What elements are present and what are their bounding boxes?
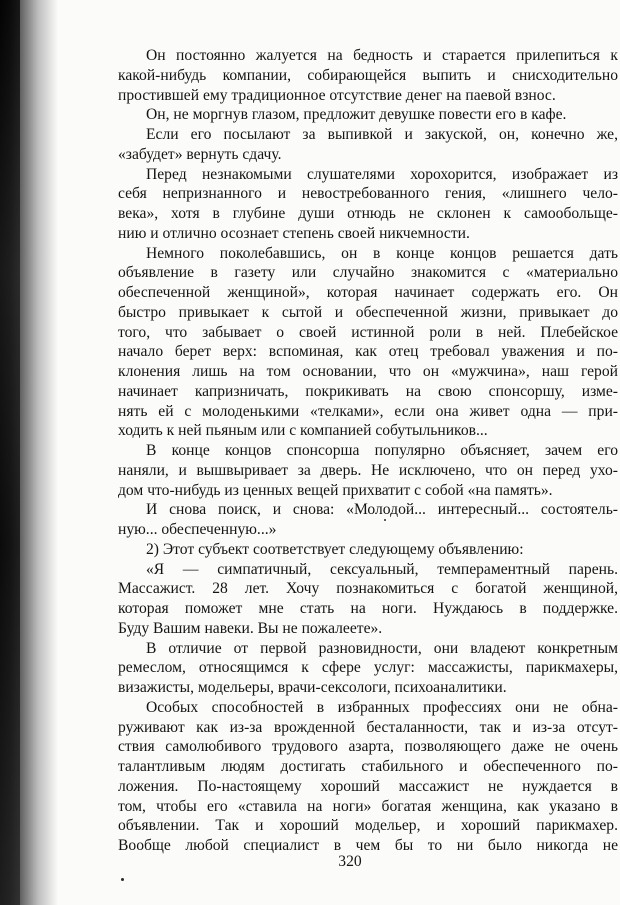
- paragraph: [118, 500, 618, 540]
- text-line: В отличие от первой разновидности, они владеют конкретным: [146, 639, 618, 657]
- text-line: Особых способностей в избранных профессиях они не обна-: [146, 698, 618, 716]
- text-line: Он постоянно жалуется на бедность и старается прилепиться к: [146, 47, 618, 64]
- paragraph: [118, 560, 618, 639]
- text-line: ствия самолюбивого трудового азарта, позволяющего даже не очень: [118, 738, 618, 756]
- text-line: ложения. По-настоящему хороший массажист не нуждается в: [118, 777, 618, 795]
- text-line: обеспеченной женщиной», которая начинает содержать его. Он: [118, 284, 618, 301]
- text-line: Если его посылают за выпивкой и закуской, он, конечно же,: [146, 126, 618, 143]
- text-line: «Я — симпатичный, сексуальный, темпераментный парень.: [146, 560, 618, 578]
- text-line: визажисты, модельеры, врачи-сексологи, психоаналитики.: [118, 679, 507, 696]
- paragraph: [118, 698, 618, 856]
- text-line: талантливым людям достигать стабильного и обеспеченного по-: [118, 758, 618, 775]
- scan-speck: [121, 878, 124, 881]
- text-line: начало берет верх: вспоминая, как отец требовал уважения и по-: [118, 343, 618, 361]
- paragraph: [118, 105, 618, 125]
- text-line: века», хотя в глубине души отнюдь не склонен к самообольще-: [118, 205, 618, 222]
- text-line: быстро привыкает к сытой и обеспеченной жизни, привыкает до: [118, 303, 618, 321]
- paragraph: [118, 244, 618, 442]
- page-number: 320: [338, 853, 362, 870]
- paragraph: [118, 46, 618, 105]
- text-line: Массажист. 28 лет. Хочу познакомиться с богатой женщиной,: [118, 580, 618, 598]
- text-line: ремеслом, относящимся к сфере услуг: массажисты, парикмахеры,: [118, 659, 618, 677]
- text-line: начинает капризничать, покрикивать на свою спонсоршу, изме-: [118, 382, 618, 400]
- paragraph: [118, 125, 618, 165]
- text-line: клонения лишь на том основании, что он «мужчина», наш герой: [118, 363, 618, 380]
- text-line: какой-нибудь компании, собирающейся выпить и снисходительно: [118, 66, 618, 84]
- text-line: Буду Вашим навеки. Вы не пожалеете».: [118, 619, 383, 637]
- text-line: В конце концов спонсорша популярно объясняет, зачем его: [146, 442, 618, 459]
- paragraph: [118, 639, 618, 698]
- text-line: ную... обеспеченную...»: [118, 521, 277, 538]
- text-line: Немного поколебавшись, он в конце концов решается дать: [146, 244, 618, 262]
- paragraph: [118, 441, 618, 500]
- text-line: ходить к ней пьяным или с компанией собутыльников...: [118, 422, 488, 440]
- text-line: наняли, и вышвыривает за дверь. Не исключено, что он перед ухо-: [118, 461, 618, 479]
- paragraph: [118, 165, 618, 244]
- text-line: которая поможет мне стать на ноги. Нуждаюсь в поддержке.: [118, 600, 618, 617]
- text-line: объявление в газету или случайно знакомится с «материально: [118, 264, 618, 282]
- text-line: 2) Этот субъект соответствует следующему объявлению:: [146, 540, 524, 558]
- text-line: того, что забывает о своей истинной роли в ней. Плебейское: [118, 323, 618, 341]
- text-line: Он, не моргнув глазом, предложит девушке повести его в кафе.: [146, 106, 567, 124]
- text-line: руживают как из-за врожденной бесталанности, так и из-за отсут-: [118, 718, 618, 736]
- book-binding-shadow: [0, 0, 58, 905]
- text-line: нию и отлично осознает степень своей никчемности.: [118, 224, 470, 242]
- text-line: Перед незнакомыми слушателями хорохорится, изображает из: [146, 165, 618, 183]
- text-line: И снова поиск, и снова: «Молодой... интересный... состоятель-: [146, 501, 618, 519]
- text-line: простившей ему традиционное отсутствие денег на паевой взнос.: [118, 86, 556, 104]
- text-line: себя непризнанного и невостребованного гения, «лишнего чело-: [118, 185, 618, 203]
- text-line: «забудет» вернуть сдачу.: [118, 145, 282, 163]
- page-text: [118, 46, 618, 856]
- scan-speck: [384, 519, 386, 521]
- text-line: Вообще любой специалист в чем бы то ни было никогда не: [118, 837, 618, 854]
- text-line: том, чтобы его «ставила на ноги» богатая женщина, как указано в: [118, 797, 618, 815]
- text-line: нять ей с молоденькими «телками», если она живет одна — при-: [118, 402, 618, 420]
- text-line: объявлении. Так и хороший модельер, и хороший парикмахер.: [118, 817, 618, 835]
- text-line: дом что-нибудь из ценных вещей прихватит с собой «на память».: [118, 481, 553, 499]
- paragraph: [118, 540, 618, 560]
